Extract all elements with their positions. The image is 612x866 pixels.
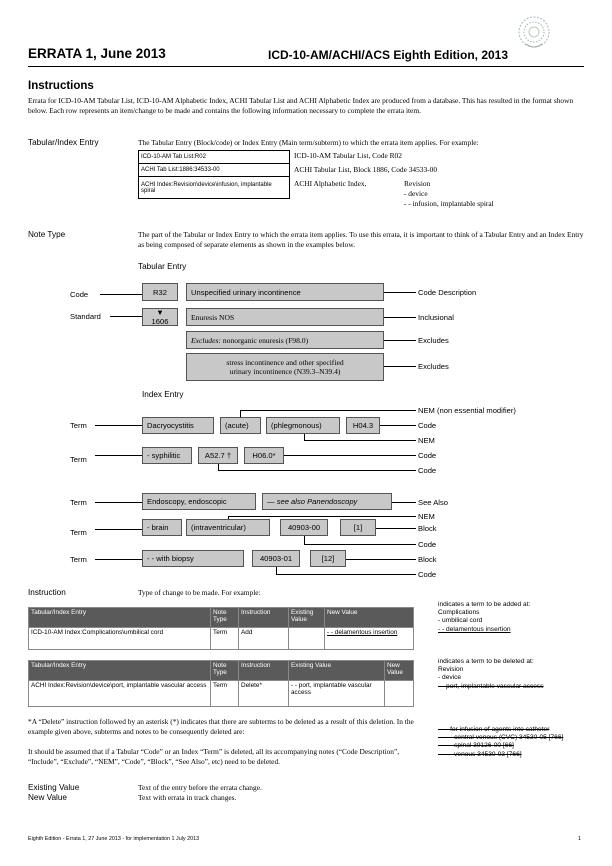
index-entry-heading: Index Entry — [142, 390, 184, 399]
code-box: 40903-00 — [280, 519, 328, 536]
add-note: indicates a term to be added at: Complications - umbilical cord - - delamentous insertion — [438, 601, 531, 633]
nem-box: (intraventricular) — [186, 519, 270, 536]
block-label: Block — [418, 555, 437, 564]
example-extra: Revision — [404, 179, 431, 188]
term-label: Term — [70, 528, 87, 537]
see-also-box: — see also Panendoscopy — [262, 493, 392, 510]
page-number: 1 — [578, 836, 581, 842]
logo-icon — [516, 14, 552, 54]
code-box: R32 — [142, 283, 178, 301]
example-desc: ACHI Alphabetic Index, — [294, 179, 367, 188]
example-desc: ICD-10-AM Tabular List, Code R02 — [294, 151, 402, 160]
delete-example-table: Tabular/Index Entry Note Type Instruction Existing Value New Value ACHI Index:Revision\device\port, implantable vascular access Term Delete* - - port, implantable vascular access — [28, 660, 414, 707]
tabular-index-entry-desc: The Tabular Entry (Block/code) or Index Entry (Main term/subterm) to which the errata item applies. For example: — [138, 138, 479, 147]
block-box: [12] — [310, 550, 346, 567]
code-label: Code — [418, 570, 437, 579]
code-label: Code — [418, 421, 437, 430]
note-type-label: Note Type — [28, 230, 66, 239]
nem-box: (phlegmonous) — [266, 417, 340, 434]
code-label: Code — [418, 540, 437, 549]
term-box: Endoscopy, endoscopic — [142, 493, 256, 510]
example-cell: ACHI Index:Revision\device\infusion, implantable spiral — [139, 177, 290, 199]
instructions-intro: Errata for ICD-10-AM Tabular List, ICD-10-AM Alphabetic Index, ACHI Tabular List and ACHI Alphabetic Index are produced from a database. This has resulted in the format shown below. Each row represents an item/change to be made and contains the following information necessary to complete the errata item. — [28, 96, 574, 115]
footer-text: Eighth Edition - Errata 1, 27 June 2013 - for implementation 1 July 2013 — [28, 836, 200, 842]
code-label: Code — [418, 451, 437, 460]
see-also-label: See Also — [418, 498, 448, 507]
term-box: - brain — [142, 519, 182, 536]
example-desc: ACHI Tabular List, Block 1886, Code 34533-00 — [294, 165, 438, 174]
term-label: Term — [70, 555, 87, 564]
code-box: H06.0* — [244, 447, 284, 464]
excludes-text: nonorganic enuresis (F98.0) — [222, 335, 309, 345]
code-label: Code — [70, 290, 89, 299]
example-cell: ACHI Tab List:1886:34533-00 — [139, 164, 290, 177]
term-label: Term — [70, 455, 87, 464]
tabular-entry-heading: Tabular Entry — [138, 262, 187, 271]
excludes-prefix: Excludes: — [191, 335, 221, 345]
term-box: Dacryocystitis — [142, 417, 214, 434]
example-extra: - device — [404, 189, 428, 198]
new-value-desc: Text with errata in track changes. — [138, 793, 237, 802]
existing-value-label: Existing Value — [28, 783, 80, 792]
nem-label: NEM — [418, 512, 435, 521]
code-box: H04.3 — [346, 417, 380, 434]
code-box: A52.7 † — [198, 447, 238, 464]
nem-box: (acute) — [220, 417, 261, 434]
delete-all-note: It should be assumed that if a Tabular “Code” or an Index “Term” is deleted, all its accompanying notes (“Code Description”, “Include”, “Exclude”, “NEM”, “Code”, “Block”, “See Also”, etc) need to be deleted. — [28, 747, 400, 766]
edition-title: ICD-10-AM/ACHI/ACS Eighth Edition, 2013 — [268, 48, 509, 62]
delete-note: indicates a term to be deleted at: Revision - device - - port, implantable vascular access — [438, 658, 544, 690]
header-rule — [28, 66, 584, 67]
tabular-index-entry-label: Tabular/Index Entry — [28, 138, 99, 147]
nem-full-label: NEM (non essential modifier) — [418, 406, 516, 415]
entry-example-table — [138, 150, 290, 199]
term-label: Term — [70, 421, 87, 430]
instructions-heading: Instructions — [28, 80, 94, 92]
instruction-desc: Type of change to be made. For example: — [138, 588, 261, 597]
standard-box: ▼ 1606 — [142, 308, 178, 326]
inclusional-box: Enuresis NOS — [186, 308, 384, 326]
code-label: Code — [418, 466, 437, 475]
delete-asterisk-note: *A “Delete” instruction followed by an asterisk (*) indicates that there are subterms to be deleted as a result of this deletion. In the example given above, subterms and notes to be consequently deleted are: — [28, 717, 414, 736]
instruction-label: Instruction — [28, 588, 66, 597]
consequential-deletions: - - - for infusion of agents into catheter - - - - central venous (CVC) 34530-05 [766] - - - - spinal 39126-00 [66] - - - - venous 34530-03 [766] — [438, 726, 564, 758]
excludes-box — [186, 331, 384, 349]
example-extra: - - infusion, implantable spiral — [404, 199, 494, 208]
nem-label: NEM — [418, 436, 435, 445]
code-description-box: Unspecified urinary incontinence — [186, 283, 384, 301]
block-label: Block — [418, 524, 437, 533]
new-value-label: New Value — [28, 793, 67, 802]
excludes-label: Excludes — [418, 336, 449, 345]
example-cell: ICD-10-AM Tab List:R02 — [139, 151, 290, 164]
code-description-label: Code Description — [418, 288, 477, 297]
term-box: - syphilitic — [142, 447, 192, 464]
existing-value-desc: Text of the entry before the errata change. — [138, 783, 262, 792]
term-box: - - with biopsy — [142, 550, 244, 567]
inclusional-label: Inclusional — [418, 313, 454, 322]
note-type-desc: The part of the Tabular or Index Entry to which the errata item applies. To use this errata, it is important to think of a Tabular Entry and an Index Entry as being composed of separate elements as shown in the examples below. — [138, 230, 584, 249]
term-label: Term — [70, 498, 87, 507]
standard-label: Standard — [70, 312, 101, 321]
block-box: [1] — [340, 519, 376, 536]
excludes-box: stress incontinence and other specified urinary incontinence (N39.3–N39.4) — [186, 353, 384, 381]
document-title: ERRATA 1, June 2013 — [28, 46, 166, 61]
code-box: 40903-01 — [252, 550, 300, 567]
excludes-label: Excludes — [418, 362, 449, 371]
add-example-table: Tabular/Index Entry Note Type Instruction Existing Value New Value ICD-10-AM Index:Complications\umbilical cord Term Add - - delamentous insertion — [28, 607, 414, 650]
